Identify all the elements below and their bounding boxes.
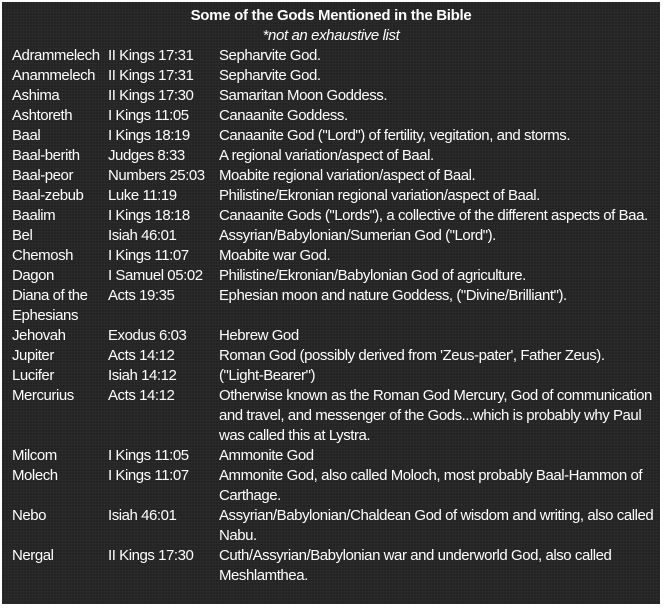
god-description: Samaritan Moon Goddess. [219,87,388,104]
scripture-reference: Isiah 14:12 [108,367,177,384]
table-row [12,166,657,186]
table-row [12,86,657,106]
table-row [12,506,657,546]
scripture-reference: Isiah 46:01 [108,507,177,524]
god-name: Chemosh [12,247,74,264]
god-description: A regional variation/aspect of Baal. [219,147,434,164]
god-description: Moabite war God. [219,247,331,264]
god-name: Ashima [12,87,60,104]
god-name: Nergal [12,547,54,564]
god-name: Jehovah [12,327,66,344]
scripture-reference: I Kings 11:05 [108,447,189,464]
scripture-reference: Luke 11:19 [108,187,177,204]
table-row [12,266,657,286]
scripture-reference: II Kings 17:31 [108,47,194,64]
scripture-reference: I Kings 11:05 [108,107,189,124]
table-row [12,146,657,166]
scripture-reference: I Kings 11:07 [108,247,189,264]
gods-table [12,46,657,586]
god-description: Ammonite God [219,447,314,464]
scripture-reference: II Kings 17:30 [108,547,194,564]
god-name: Nebo [12,507,47,524]
scripture-reference: Exodus 6:03 [108,327,187,344]
scripture-reference: I Kings 18:19 [108,127,190,144]
table-row [12,286,657,326]
god-description: Otherwise known as the Roman God Mercury, God of communication and travel, and messenger of the Gods...which is probably why Paul was called this at Lystra. [219,387,652,444]
god-description: ("Light-Bearer") [219,367,315,384]
scripture-reference: II Kings 17:30 [108,87,194,104]
god-name: Lucifer [12,367,54,384]
gods-list-panel [2,2,660,604]
scripture-reference: Judges 8:33 [108,147,185,164]
scripture-reference: Isiah 46:01 [108,227,177,244]
scripture-reference: Acts 14:12 [108,387,175,404]
table-row [12,366,657,386]
god-description: Canaanite Gods ("Lords"), a collective of the different aspects of Baa. [219,207,648,224]
table-row [12,66,657,86]
god-description: Ephesian moon and nature Goddess, ("Divine/Brilliant"). [219,287,567,304]
god-name: Dagon [12,267,54,284]
god-name: Jupiter [12,347,54,364]
god-description: Assyrian/Babylonian/Chaldean God of wisdom and writing, also called Nabu. [219,507,654,544]
god-description: Philistine/Ekronian/Babylonian God of agriculture. [219,267,526,284]
god-name: Baalim [12,207,56,224]
god-name: Anammelech [12,67,96,84]
scripture-reference: II Kings 17:31 [108,67,194,84]
god-description: Sepharvite God. [219,67,321,84]
god-description: Sepharvite God. [219,47,321,64]
god-description: Hebrew God [219,327,299,344]
god-description: Moabite regional variation/aspect of Baal. [219,167,476,184]
table-row [12,326,657,346]
god-name: Mercurius [12,387,74,404]
table-row [12,206,657,226]
god-name: Baal-berith [12,147,80,164]
table-row [12,186,657,206]
page-subtitle: *not an exhaustive list [262,27,400,44]
god-name: Diana of the Ephesians [12,287,88,324]
god-description: Cuth/Assyrian/Babylonian war and underworld God, also called Meshlamthea. [219,547,612,584]
god-name: Baal-zebub [12,187,84,204]
scripture-reference: Acts 19:35 [108,287,175,304]
scripture-reference: I Samuel 05:02 [108,267,203,284]
scripture-reference: Numbers 25:03 [108,167,205,184]
god-description: Canaanite God ("Lord") of fertility, vegitation, and storms. [219,127,571,144]
god-description: Ammonite God, also called Moloch, most probably Baal-Hammon of Carthage. [219,467,643,504]
god-name: Milcom [12,447,57,464]
table-row [12,246,657,266]
table-row [12,46,657,66]
god-description: Roman God (possibly derived from 'Zeus-pater', Father Zeus). [219,347,605,364]
table-row [12,386,657,446]
god-description: Assyrian/Babylonian/Sumerian God ("Lord"). [219,227,496,244]
god-name: Baal [12,127,41,144]
page-title: Some of the Gods Mentioned in the Bible [190,7,472,24]
table-row [12,546,657,586]
god-name: Adrammelech [12,47,100,64]
god-description: Canaanite Goddess. [219,107,348,124]
table-row [12,446,657,466]
scripture-reference: I Kings 18:18 [108,207,190,224]
god-name: Baal-peor [12,167,73,184]
scripture-reference: I Kings 11:07 [108,467,189,484]
god-name: Ashtoreth [12,107,73,124]
table-row [12,126,657,146]
table-row [12,226,657,246]
table-row [12,106,657,126]
god-description: Philistine/Ekronian regional variation/aspect of Baal. [219,187,540,204]
scripture-reference: Acts 14:12 [108,347,175,364]
table-row [12,346,657,366]
god-name: Bel [12,227,33,244]
gods-table-body [12,46,657,586]
table-row [12,466,657,506]
god-name: Molech [12,467,58,484]
